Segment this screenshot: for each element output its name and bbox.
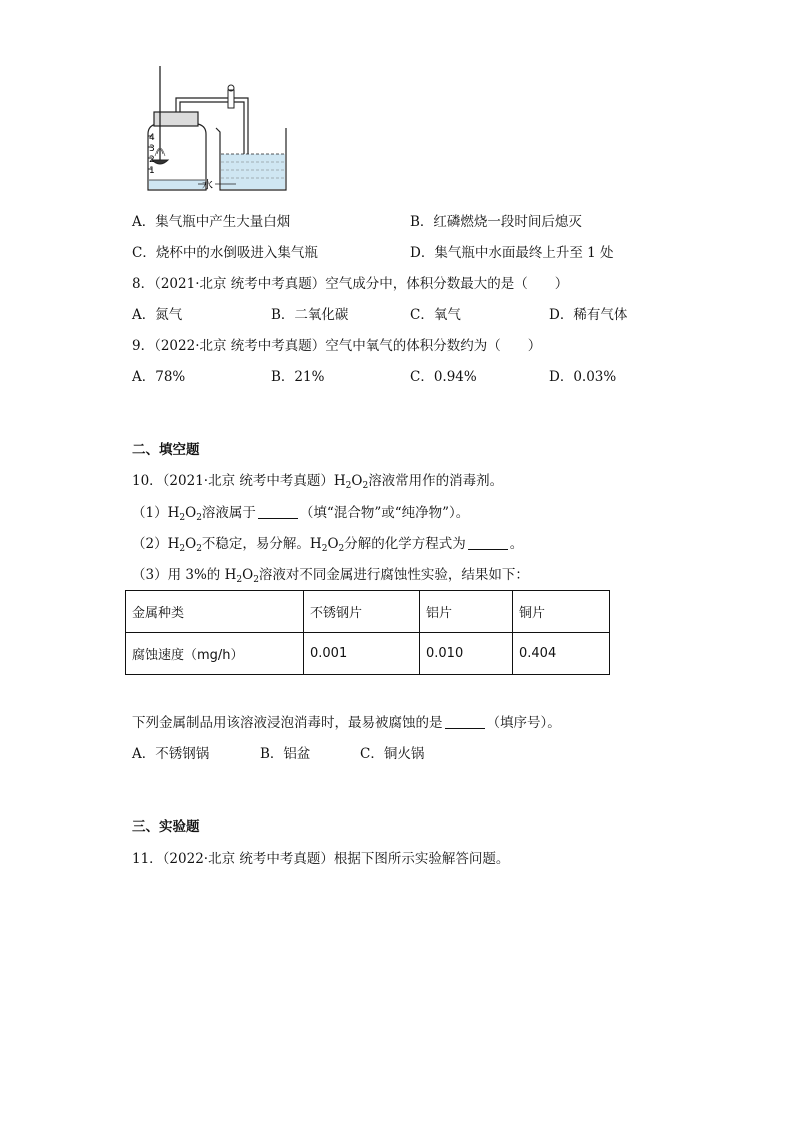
q7-option-c: C．烧杯中的水倒吸进入集气瓶 xyxy=(132,245,318,261)
q10-part3: （3）用 3%的 $H_2O_2$溶液对不同金属进行腐蚀性实验，结果如下： xyxy=(132,567,529,585)
table-cell: 金属种类 xyxy=(126,591,304,633)
section-title-experiment: 三、实验题 xyxy=(132,819,200,835)
q10-part1: $(1)H_2O_2$溶液属于 （填“混合物”或“纯净物”）。 xyxy=(132,505,470,523)
table-cell: 0.404 xyxy=(513,633,610,675)
table-cell: 不锈钢片 xyxy=(304,591,420,633)
q7-option-b: B．红磷燃烧一段时间后熄灭 xyxy=(410,214,582,230)
corrosion-rate-table xyxy=(125,590,610,675)
q10-stem: 10．（2021·北京 统考中考真题）$H_2O_2$溶液常用作的消毒剂。 xyxy=(132,473,504,491)
q7-option-a: A．集气瓶中产生大量白烟 xyxy=(132,214,291,230)
scale-mark-3: 3 xyxy=(149,144,155,154)
spring-clamp xyxy=(228,90,234,108)
q9-option-c: C．0.94% xyxy=(410,369,477,385)
q8-stem: 8．（2021·北京 统考中考真题）空气成分中，体积分数最大的是（ ） xyxy=(132,276,569,292)
q11-stem: 11．（2022·北京 统考中考真题）根据下图所示实验解答问题。 xyxy=(132,851,510,867)
q7-option-d: D．集气瓶中水面最终上升至 1 处 xyxy=(410,245,614,261)
table-cell: 0.001 xyxy=(304,633,420,675)
table-cell: 0.010 xyxy=(420,633,513,675)
q8-option-d: D．稀有气体 xyxy=(549,307,628,323)
scale-mark-2: 2 xyxy=(149,155,155,165)
q9-stem: 9．（2022·北京 统考中考真题）空气中氧气的体积分数约为（ ） xyxy=(132,338,542,354)
q10-option-b: B．铝盆 xyxy=(260,746,311,762)
table-header-row xyxy=(126,591,610,633)
water-label: 水 xyxy=(202,178,213,191)
red-phosphorus-apparatus-figure xyxy=(140,62,300,197)
table-cell: 铜片 xyxy=(513,591,610,633)
q9-option-d: D．0.03% xyxy=(549,369,617,385)
q8-option-a: A．氮气 xyxy=(132,307,183,323)
q8-option-b: B．二氧化碳 xyxy=(271,307,349,323)
q10-part4: 下列金属制品用该溶液浸泡消毒时，最易被腐蚀的是 （填序号）。 xyxy=(132,715,561,731)
q9-option-b: B．21% xyxy=(271,369,325,385)
q10-part2: $(2)H_2O_2$不稳定，易分解。$H_2O_2$分解的化学方程式为 。 xyxy=(132,536,524,554)
answer-blank-1[interactable] xyxy=(258,504,298,519)
answer-blank-3[interactable] xyxy=(445,714,485,729)
scale-mark-4: 4 xyxy=(149,133,155,143)
q10-option-c: C．铜火锅 xyxy=(360,746,425,762)
q9-option-a: A．78% xyxy=(132,369,186,385)
section-title-fill-in: 二、填空题 xyxy=(132,442,200,458)
scale-mark-1: 1 xyxy=(149,166,155,176)
q10-option-a: A．不锈钢锅 xyxy=(132,746,210,762)
table-cell: 腐蚀速度（mg/h） xyxy=(126,633,304,675)
table-row xyxy=(126,633,610,675)
q8-option-c: C．氧气 xyxy=(410,307,461,323)
answer-blank-2[interactable] xyxy=(468,535,508,550)
table-cell: 铝片 xyxy=(420,591,513,633)
